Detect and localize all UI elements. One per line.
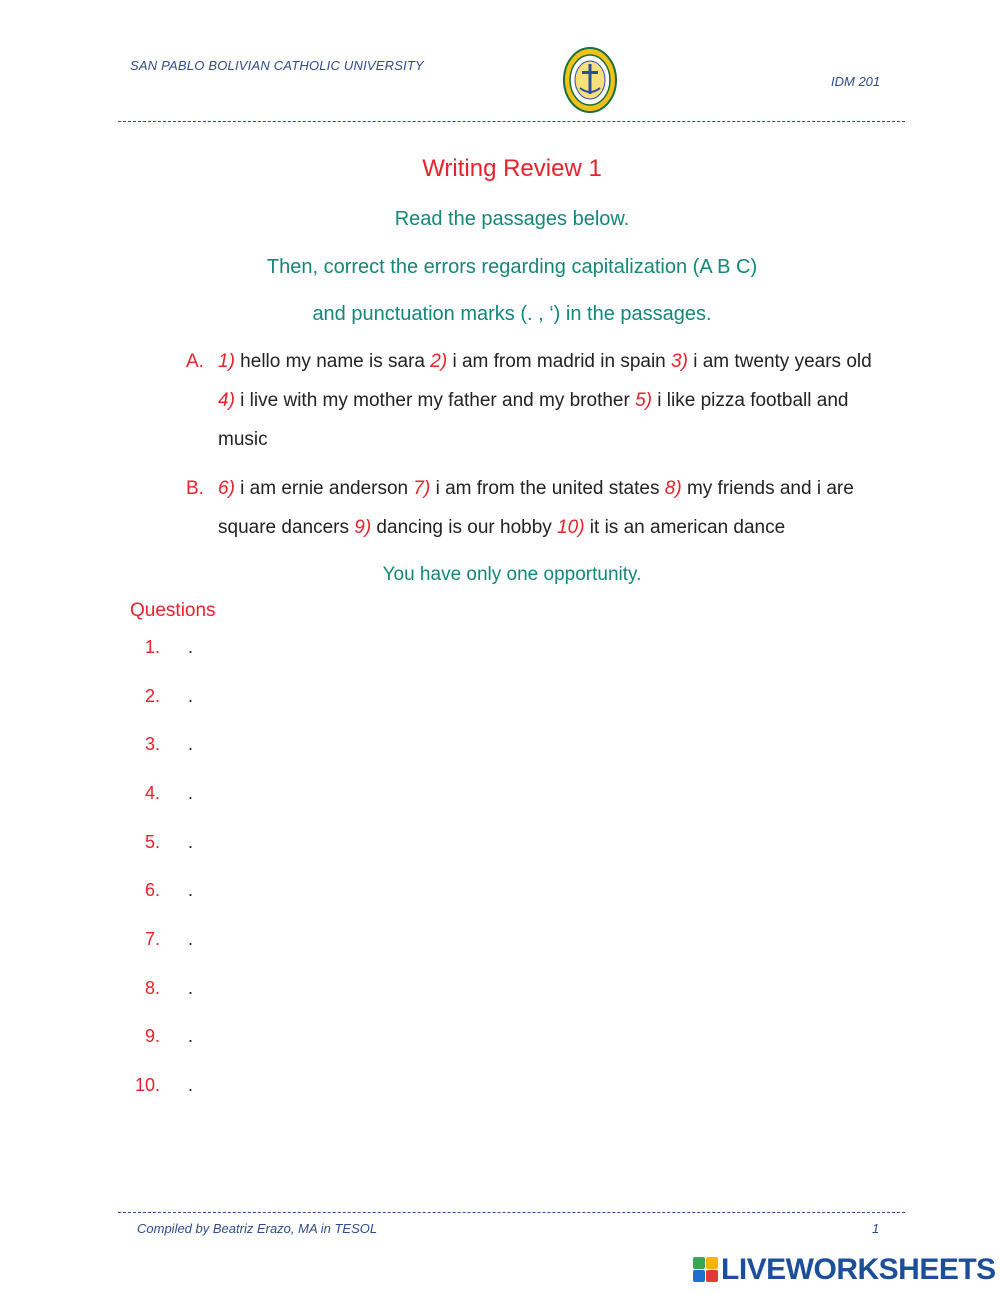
question-number: 5. bbox=[144, 832, 160, 852]
answer-field[interactable]: . bbox=[188, 783, 194, 803]
instruction-line-1: Read the passages below. bbox=[394, 208, 630, 230]
answer-field[interactable]: . bbox=[188, 734, 194, 754]
passage-b bbox=[186, 469, 886, 547]
sentence-text: my friends and i are square dancers bbox=[218, 478, 854, 538]
question-row bbox=[118, 637, 418, 661]
answer-field[interactable]: . bbox=[188, 1026, 194, 1046]
sentence-text: i am from madrid in spain bbox=[447, 351, 672, 372]
question-number: 2. bbox=[144, 686, 160, 706]
sentence-number: 4) bbox=[218, 390, 235, 411]
sentence-text: it is an american dance bbox=[584, 517, 786, 538]
question-row bbox=[118, 832, 418, 856]
university-seal-icon bbox=[562, 46, 618, 114]
question-row bbox=[118, 1026, 418, 1050]
question-number: 1. bbox=[144, 637, 160, 657]
sentence-number: 2) bbox=[430, 351, 448, 372]
sentence-text: i am ernie anderson bbox=[234, 478, 414, 499]
sentence-number: 3) bbox=[671, 351, 688, 372]
header-divider bbox=[118, 121, 905, 122]
sentence-text: dancing is our hobby bbox=[371, 517, 558, 538]
opportunity-note: You have only one opportunity. bbox=[382, 564, 642, 585]
question-number: 7. bbox=[144, 929, 160, 949]
question-number: 9. bbox=[144, 1026, 160, 1046]
university-name: SAN PABLO BOLIVIAN CATHOLIC UNIVERSITY bbox=[130, 58, 424, 73]
instruction-line-2: Then, correct the errors regarding capitalization (A B C) bbox=[266, 256, 758, 278]
footer-divider bbox=[118, 1212, 905, 1213]
question-number: 8. bbox=[144, 978, 160, 998]
question-row bbox=[118, 1075, 418, 1099]
answer-field[interactable]: . bbox=[188, 686, 194, 706]
answer-field[interactable]: . bbox=[188, 929, 194, 949]
sentence-text: i live with my mother my father and my brother bbox=[234, 390, 636, 411]
passage-a bbox=[186, 342, 886, 459]
passage-letter: A. bbox=[186, 351, 204, 372]
instruction-line-3: and punctuation marks (. , ‘) in the passages. bbox=[312, 303, 712, 325]
answer-field[interactable]: . bbox=[188, 880, 194, 900]
sentence-number: 7) bbox=[413, 478, 431, 499]
liveworksheets-wordmark: LIVEWORKSHEETS bbox=[721, 1253, 996, 1286]
course-code: IDM 201 bbox=[831, 74, 881, 89]
page-title: Writing Review 1 bbox=[422, 155, 602, 182]
question-number: 6. bbox=[144, 880, 160, 900]
question-row bbox=[118, 686, 418, 710]
question-row bbox=[118, 734, 418, 758]
page-number: 1 bbox=[872, 1221, 880, 1236]
sentence-text: i am from the united states bbox=[430, 478, 665, 499]
question-row bbox=[118, 880, 418, 904]
sentence-number: 5) bbox=[635, 390, 652, 411]
question-number: 10. bbox=[134, 1075, 160, 1095]
answer-field[interactable]: . bbox=[188, 978, 194, 998]
answer-field[interactable]: . bbox=[188, 832, 194, 852]
question-number: 4. bbox=[144, 783, 160, 803]
question-row bbox=[118, 978, 418, 1002]
answer-field[interactable]: . bbox=[188, 637, 194, 657]
sentence-number: 9) bbox=[354, 517, 372, 538]
passage-body bbox=[218, 469, 886, 547]
question-row bbox=[118, 929, 418, 953]
passage-body bbox=[218, 342, 886, 459]
questions-heading: Questions bbox=[130, 600, 216, 621]
passage-letter: B. bbox=[186, 478, 204, 499]
sentence-text: hello my name is sara bbox=[234, 351, 431, 372]
sentence-text: i like pizza football and music bbox=[218, 390, 849, 450]
sentence-text: i am twenty years old bbox=[687, 351, 872, 372]
sentence-number: 10) bbox=[557, 517, 585, 538]
question-number: 3. bbox=[144, 734, 160, 754]
liveworksheets-logo-icon bbox=[693, 1257, 719, 1283]
sentence-number: 1) bbox=[218, 351, 235, 372]
answer-field[interactable]: . bbox=[188, 1075, 194, 1095]
question-row bbox=[118, 783, 418, 807]
compiler-credit: Compiled by Beatriz Erazo, MA in TESOL bbox=[137, 1221, 378, 1236]
sentence-number: 6) bbox=[218, 478, 235, 499]
sentence-number: 8) bbox=[664, 478, 682, 499]
